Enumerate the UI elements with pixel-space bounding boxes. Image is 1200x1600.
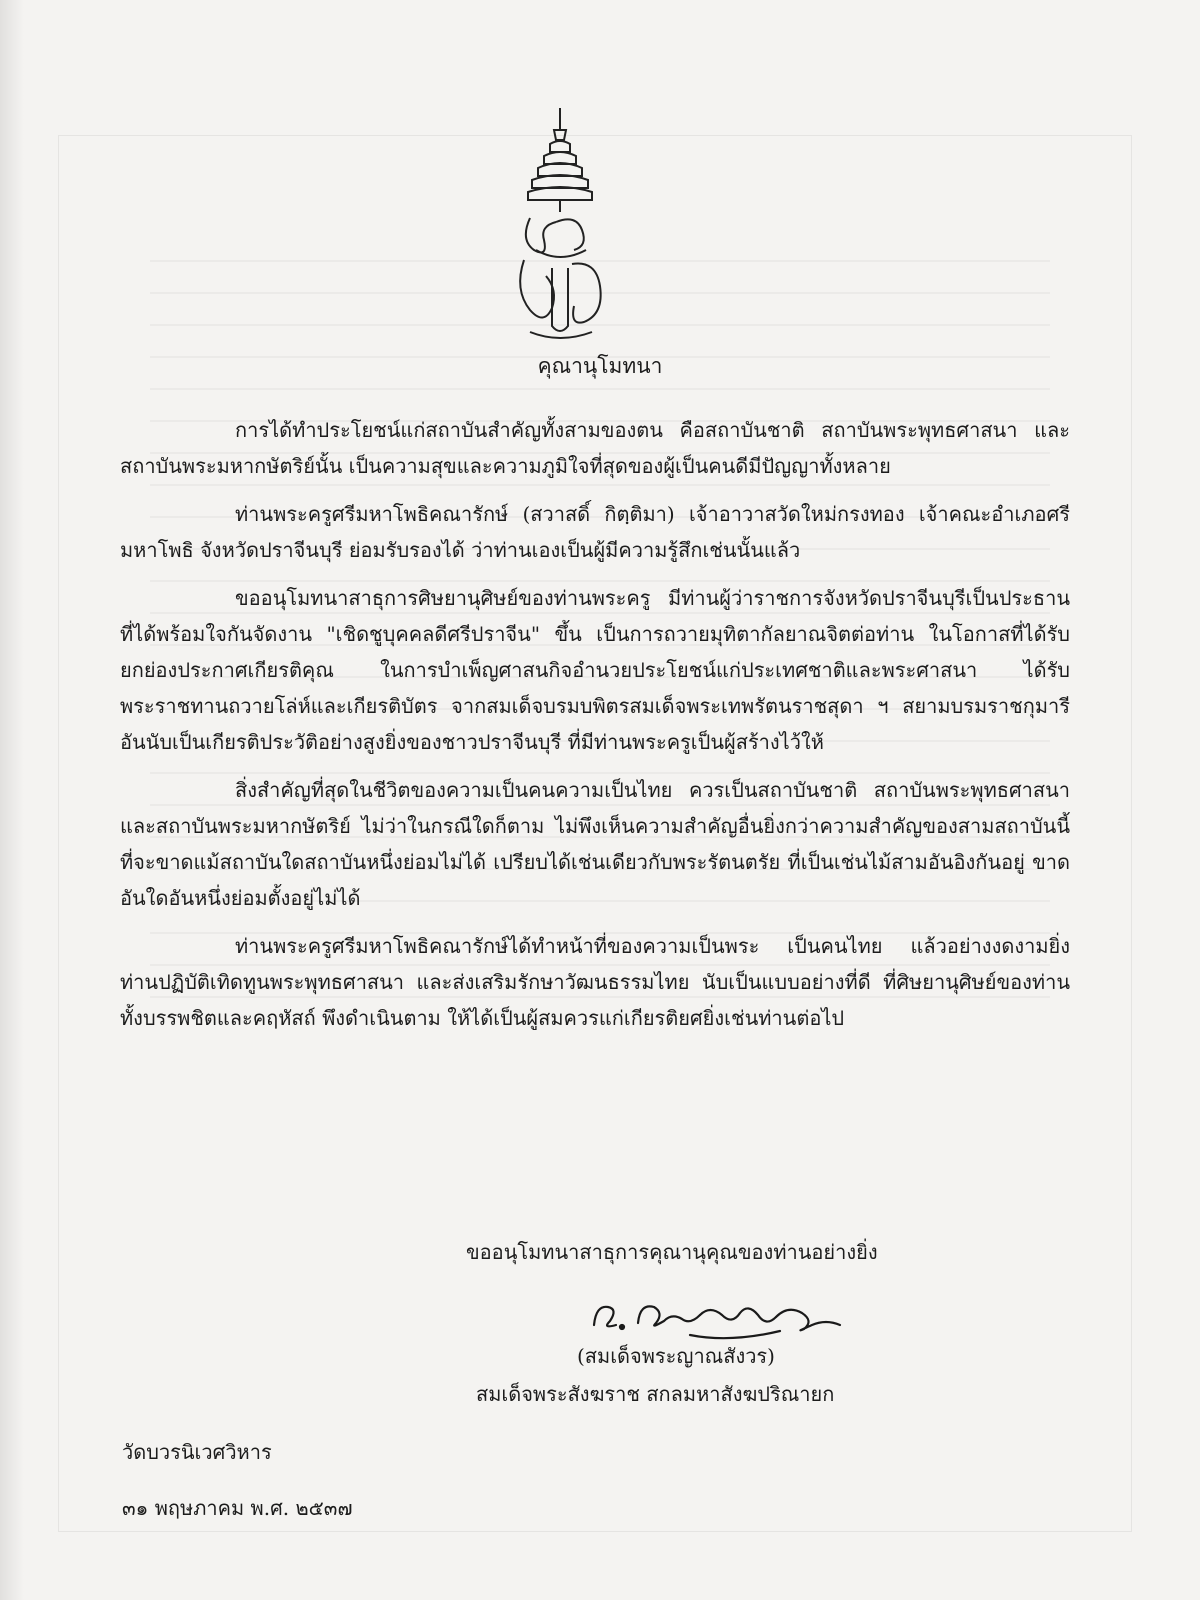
signer-name: (สมเด็จพระญาณสังวร) — [577, 1344, 775, 1368]
paragraph: สิ่งสำคัญที่สุดในชีวิตของความเป็นคนความเป็นไทย ควรเป็นสถาบันชาติ สถาบันพระพุทธศาสนา และสถาบันพระมหากษัตริย์ ไม่ว่าในกรณีใดก็ตาม ไม่พึงเห็นความสำคัญอื่นยิ่งกว่าความสำคัญของสามสถาบันนี้ ที่จะขาดแม้สถาบันใดสถาบันหนึ่งย่อมไม่ได้ เปรียบได้เช่นเดียวกับพระรัตนตรัย ที่เป็นเช่นไม้สามอันอิงกันอยู่ ขาดอันใดอันหนึ่งย่อมตั้งอยู่ไม่ได้ — [120, 778, 1070, 910]
issuing-place: วัดบวรนิเวศวิหาร — [122, 1440, 272, 1464]
signer-title: สมเด็จพระสังฆราช สกลมหาสังฆปริณายก — [476, 1382, 835, 1406]
royal-emblem — [500, 100, 620, 350]
handwritten-signature — [590, 1285, 850, 1345]
paragraph: ขออนุโมทนาสาธุการศิษยานุศิษย์ของท่านพระครู มีท่านผู้ว่าราชการจังหวัดปราจีนบุรีเป็นประธาน ที่ได้พร้อมใจกันจัดงาน "เชิดชูบุคคลดีศรีปราจีน" ขึ้น เป็นการถวายมุทิตากัลยาณจิตต่อท่าน ในโอกาสที่ได้รับยกย่องประกาศเกียรติคุณ ในการบำเพ็ญศาสนกิจอำนวยประโยชน์แก่ประเทศชาติและพระศาสนา ได้รับพระราชทานถวายโล่ห์และเกียรติบัตร จากสมเด็จบรมบพิตรสมเด็จพระเทพรัตนราชสุดา ฯ สยามบรมราชกุมารี อันนับเป็นเกียรติประวัติอย่างสูงยิ่งของชาวปราจีนบุรี ที่มีท่านพระครูเป็นผู้สร้างไว้ให้ — [120, 586, 1070, 754]
paragraph: ท่านพระครูศรีมหาโพธิคณารักษ์ (สวาสดิ์ กิตฺติมา) เจ้าอาวาสวัดใหม่กรงทอง เจ้าคณะอำเภอศรีมหาโพธิ จังหวัดปราจีนบุรี ย่อมรับรองได้ ว่าท่านเองเป็นผู้มีความรู้สึกเช่นนั้นแล้ว — [120, 502, 1070, 562]
closing-line: ขออนุโมทนาสาธุการคุณานุคุณของท่านอย่างยิ่ง — [466, 1240, 878, 1264]
paragraph: ท่านพระครูศรีมหาโพธิคณารักษ์ได้ทำหน้าที่ของความเป็นพระ เป็นคนไทย แล้วอย่างงดงามยิ่ง ท่านปฏิบัติเทิดทูนพระพุทธศาสนา และส่งเสริมรักษาวัฒนธรรมไทย นับเป็นแบบอย่างที่ดี ที่ศิษยานุศิษย์ของท่าน ทั้งบรรพชิตและคฤหัสถ์ พึงดำเนินตาม ให้ได้เป็นผู้สมควรแก่เกียรติยศยิ่งเช่นท่านต่อไป — [120, 934, 1070, 1030]
paragraph: การได้ทำประโยชน์แก่สถาบันสำคัญทั้งสามของตน คือสถาบันชาติ สถาบันพระพุทธศาสนา และสถาบันพระมหากษัตริย์นั้น เป็นความสุขและความภูมิใจที่สุดของผู้เป็นคนดีมีปัญญาทั้งหลาย — [120, 418, 1070, 478]
page-gutter-shadow — [0, 0, 24, 1600]
letter-body — [120, 412, 1070, 1048]
page-title: คุณานุโมทนา — [537, 354, 663, 378]
issue-date: ๓๑ พฤษภาคม พ.ศ. ๒๕๓๗ — [122, 1496, 353, 1520]
